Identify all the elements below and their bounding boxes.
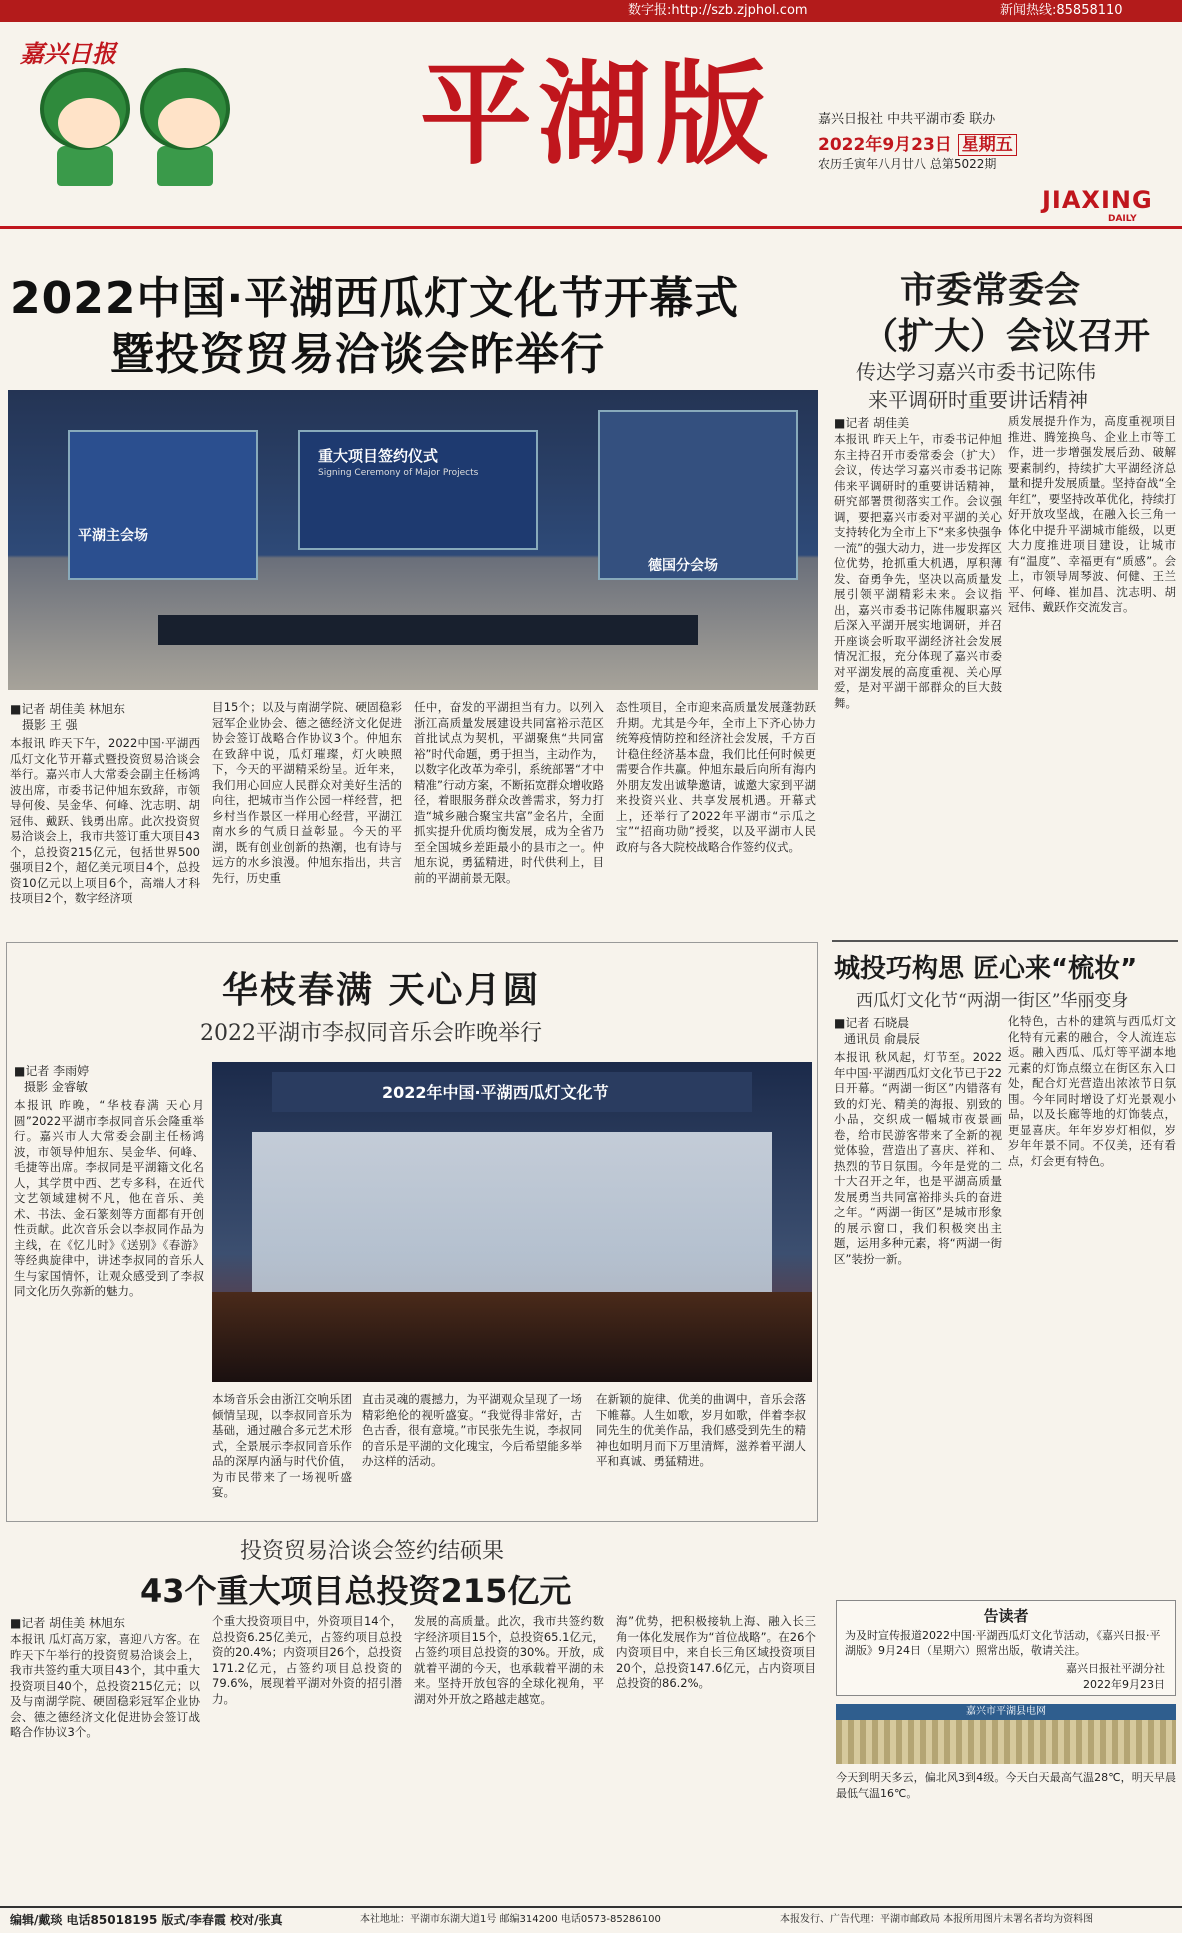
invest-column-1: 本报讯 瓜灯高万家，喜迎八方客。在昨天下午举行的投资贸易洽谈会上，我市共签约重大项目43个，其中重大投资项目40个，总投资215亿元；以及与南湖学院、硬固稳彩冠军企业协会、德之德经济文化促进协会签订战略合作协议3个。 (10, 1632, 200, 1739)
newspaper-logo: 嘉兴日报 (20, 39, 116, 68)
top-bar (0, 0, 1182, 22)
invest-column-3: 发展的高质量。此次，我市共签约数字经济项目15个，总投资65.1亿元，占签约项目总投资的30%。开放，成就着平湖的今天，也承载着平湖的未来。坚持开放包容的全球化视角，平湖对外开放之路越走越宽。 (414, 1614, 604, 1706)
lead-byline-1: ■记者 胡佳美 林旭东 (10, 702, 125, 716)
committee-byline: ■记者 胡佳美 (834, 416, 910, 430)
committee-headline-1: 市委常委会 (900, 270, 1081, 311)
footer-address: 本社地址：平湖市东湖大道1号 邮编314200 电话0573-85286100 (360, 1914, 661, 1925)
invest-subhead: 投资贸易洽谈会签约结硕果 (240, 1539, 505, 1564)
right-divider (832, 940, 1178, 942)
concert-column-4: 在新颖的旋律、优美的曲调中，音乐会落下帷幕。人生如歌，岁月如歌，伴着李叔同先生的优美作品，我们感受到先生的精神也如明月而下万里清辉，滋养着平湖人平和真诚、勇猛精进。 (596, 1392, 806, 1468)
edition-title: 平湖版 (420, 49, 774, 180)
ad-header: 嘉兴市平湖县电网 (836, 1704, 1176, 1720)
concert-column-1: 本报讯 昨晚，“华枝春满 天心月圆”2022平湖市李叔同音乐会隆重举行。嘉兴市人大常委会副主任杨鸿波，市领导仲旭东、吴金华、何峰、毛捷等出席。李叔同是平湖籍文化名人，其学贯中西、艺专多科，在近代文艺领域建树不凡，他在音乐、美术、书法、金石篆刻等方面都有开创性贡献。此次音乐会以李叔同作品为主线，在《忆儿时》《送别》《春游》等经典旋律中，讲述李叔同的音乐人生与家国情怀，让观众感受到了李叔同文化历久弥新的魅力。 (14, 1098, 204, 1298)
photo-label-left: 平湖主会场 (78, 528, 148, 544)
concert-stage-photo (212, 1062, 812, 1382)
concert-byline-2: 摄影 金睿敏 (24, 1080, 88, 1094)
news-hotline: 新闻热线:85858110 (1000, 3, 1123, 18)
reader-notice (836, 1600, 1176, 1696)
lantern-subhead: 西瓜灯文化节“两湖一街区”华丽变身 (856, 991, 1129, 1011)
concert-column-2: 本场音乐会由浙江交响乐团倾情呈现，以李叔同音乐为基础，通过融合多元艺术形式，全景展示李叔同音乐作品的深厚内涵与时代价值，为市民带来了一场视听盛宴。 (212, 1392, 352, 1499)
weather-forecast: 今天到明天多云，偏北风3到4级。今天白天最高气温28℃，明天早晨最低气温16℃。 (836, 1771, 1176, 1800)
stage-banner: 2022年中国·平湖西瓜灯文化节 (382, 1083, 609, 1102)
photo-sign-en: Signing Ceremony of Major Projects (318, 468, 479, 478)
committee-column-2: 质发展提升作为，高度重视项目推进、腾笼换鸟、企业上市等工作，进一步增强发展后劲、破解要素制约，持续扩大平湖经济总量和提升发展质量。坚持奋战“全年红”，要坚持改革优化，持续打好开放攻坚战，在融入长三角一体化中提升平湖城市能级，以更大力度推进项目建设，让城市有“温度”、幸福更有“质感”。会上，市领导周琴波、何健、王兰平、何峰、崔加昌、沈志明、胡冠伟、戴跃作交流发言。 (1008, 414, 1176, 614)
masthead-rule (0, 226, 1182, 229)
concert-column-3: 直击灵魂的震撼力，为平湖观众呈现了一场精彩绝伦的视听盛宴。“我觉得非常好，古色古香，很有意境。”市民张先生说，李叔同的音乐是平湖的文化瑰宝，今后希望能多举办这样的活动。 (362, 1392, 582, 1468)
lead-column-3: 任中，奋发的平湖担当有力。以列入浙江高质量发展建设共同富裕示范区首批试点为契机，平湖聚焦“共同富裕”时代命题，勇于担当，主动作为，以数字化改革为牵引，系统部署“才中精准”行动方案，不断拓宽群众增收路径，着眼服务群众改善需求，努力打造“城乡融合聚宝共富”金名片，全面抓实提升优质均衡发展，成为全省乃至全国城乡差距最小的县市之一。仲旭东说，勇猛精进，时代供利上，目前的平湖前景无限。 (414, 700, 604, 885)
footer-note: 本报发行、广告代理：平湖市邮政局 本报所用图片未署名者均为资料图 (780, 1914, 1094, 1925)
photo-label-right: 德国分会场 (648, 558, 718, 574)
lantern-headline: 城投巧构思 匠心来“梳妆” (834, 954, 1138, 984)
issue-date: 2022年9月23日 星期五 (818, 130, 1017, 155)
brand-wordmark: JIAXING (1042, 186, 1153, 214)
page-footer (0, 1906, 1182, 1933)
notice-sign-2: 2022年9月23日 (1083, 1678, 1165, 1691)
invest-headline: 43个重大项目总投资215亿元 (140, 1572, 572, 1610)
invest-column-4: 海”优势，把积极接轨上海、融入长三角一体化发展作为“首位战略”。在26个内资项目中，来自长三角区域投资项目20个，总投资147.6亿元，占内资项目总投资的86.2%。 (616, 1614, 816, 1690)
footer-editor: 编辑/戴琰 电话85018195 版式/李春霞 校对/张真 (10, 1913, 283, 1927)
invest-byline: ■记者 胡佳美 林旭东 (10, 1616, 125, 1630)
concert-byline-1: ■记者 李雨婷 (14, 1064, 90, 1078)
invest-column-2: 个重大投资项目中，外资项目14个，总投资6.25亿美元，占签约项目总投资的20.4%；内资项目26个，总投资171.2亿元，占签约项目总投资的79.6%，展现着平湖对外资的招引潜力。 (212, 1614, 402, 1706)
concert-headline: 华枝春满 天心月圆 (222, 970, 541, 1011)
lunar-date: 农历壬寅年八月廿八 总第5022期 (818, 157, 997, 171)
publishers: 嘉兴日报社 中共平湖市委 联办 (818, 112, 996, 127)
committee-subhead-2: 来平调研时重要讲话精神 (868, 388, 1088, 412)
weekday: 星期五 (958, 134, 1017, 156)
lantern-column-2: 化特色，古朴的建筑与西瓜灯文化特有元素的融合，令人流连忘返。融入西瓜、瓜灯等平湖本地元素的灯饰点缀立在街区东入口处，配合灯光营造出浓浓节日氛围。今年同时增设了灯光景观小品，以及长廊等地的灯饰装点，更显喜庆。年年岁岁灯相似，岁岁年年景不同。不仅美，还有看点，灯会更有特色。 (1008, 1014, 1176, 1168)
lead-headline-1: 2022中国·平湖西瓜灯文化节开幕式 (10, 273, 740, 324)
digital-edition-url[interactable]: 数字报:http://szb.zjphol.com (628, 3, 808, 18)
notice-sign-1: 嘉兴日报社平湖分社 (1066, 1662, 1165, 1675)
lead-byline-2: 摄影 王 强 (22, 718, 78, 732)
photo-sign-cn: 重大项目签约仪式 (318, 447, 439, 465)
lead-column-2: 目15个；以及与南湖学院、硬固稳彩冠军企业协会、德之德经济文化促进协会签订战略合作协议3个。仲旭东在致辞中说，瓜灯璀璨，灯火映照下，今天的平湖精采纷呈。近年来，我们用心回应人民群众对美好生活的向往，把城市当作公园一样经营，把乡村当作景区一样用心经营，平湖江南水乡的气质日益彰显。今天的平湖，既有创业创新的热潮，也有诗与远方的水乡浪漫。仲旭东指出，共言先行，历史重 (212, 700, 402, 885)
committee-subhead-1: 传达学习嘉兴市委书记陈伟 (856, 360, 1096, 384)
brand-sub: DAILY (1108, 214, 1137, 224)
lead-headline-2: 暨投资贸易洽谈会昨举行 (110, 329, 605, 380)
watermelon-mascot-left (40, 68, 130, 188)
signing-ceremony-photo (8, 390, 818, 690)
advertisement (836, 1704, 1176, 1764)
concert-subhead: 2022平湖市李叔同音乐会昨晚举行 (200, 1021, 542, 1046)
lead-column-1: 本报讯 昨天下午，2022中国·平湖西瓜灯文化节开幕式暨投资贸易洽谈会举行。嘉兴市人大常委会副主任杨鸿波出席，市委书记仲旭东致辞，市领导何俊、吴金华、何峰、沈志明、胡冠伟、戴跃、钱勇出席。此次投资贸易洽谈会上，我市共签订重大项目43个，总投资215亿元，包括世界500强项目2个，超亿美元项目4个，总投资10亿元以上项目6个，高端人才科技项目2个，数字经济项 (10, 736, 200, 905)
watermelon-mascot-right (140, 68, 230, 188)
committee-column-1: 本报讯 昨天上午，市委书记仲旭东主持召开市委常委会（扩大）会议，传达学习嘉兴市委书记陈伟来平调研时的重要讲话精神，研究部署贯彻落实工作。会议强调，要把嘉兴市委对平湖的关心支持转化为全市上下“来多快强争一流”的强大动力，进一步发挥区位优势，抢抓重大机遇，厚积薄发、奋勇争先，坚决以高质量发展引领平湖精彩未来。会议指出，嘉兴市委书记陈伟履职嘉兴后深入平湖开展实地调研，并召开座谈会听取平湖经济社会发展情况汇报，充分体现了嘉兴市委对平湖发展的高度重视、关心厚爱，是对平湖干部群众的巨大鼓舞。 (834, 432, 1002, 710)
committee-headline-2: （扩大）会议召开 (862, 316, 1151, 357)
lantern-column-1: 本报讯 秋风起，灯节至。2022年中国·平湖西瓜灯文化节已于22日开幕。“两湖一街区”内错落有致的灯光、精美的海报、别致的小品，交织成一幅城市夜景画卷，给市民游客带来了全新的视觉体验，营造出了喜庆、祥和、热烈的节日氛围。今年是党的二十大召开之年，也是平湖高质量发展勇当共同富裕排头兵的奋进之年。“两湖一街区”是城市形象的展示窗口，我们积极突出主题，运用多种元素，将“两湖一街区”装扮一新。 (834, 1050, 1002, 1266)
lantern-byline-2: 通讯员 俞晨辰 (844, 1032, 920, 1046)
lantern-byline-1: ■记者 石晓晨 (834, 1016, 910, 1030)
notice-body: 为及时宣传报道2022中国·平湖西瓜灯文化节活动，《嘉兴日报·平湖版》9月24日（星期六）照常出版，敬请关注。 (845, 1629, 1161, 1657)
notice-title: 告读者 (983, 1607, 1029, 1625)
lead-column-4: 态性项目，全市迎来高质量发展蓬勃跃升期。尤其是今年，全市上下齐心协力统筹疫情防控和经济社会发展，千方百计稳住经济基本盘，我们比任何时候更需要合作共赢。仲旭东最后向所有海内外朋友发出诚挚邀请，诚邀大家到平湖来投资兴业、共享发展机遇。开幕式上，还举行了2022年平湖市“示瓜之宝”“招商功勋”授奖，以及平湖市人民政府与各大院校战略合作签约仪式。 (616, 700, 816, 854)
